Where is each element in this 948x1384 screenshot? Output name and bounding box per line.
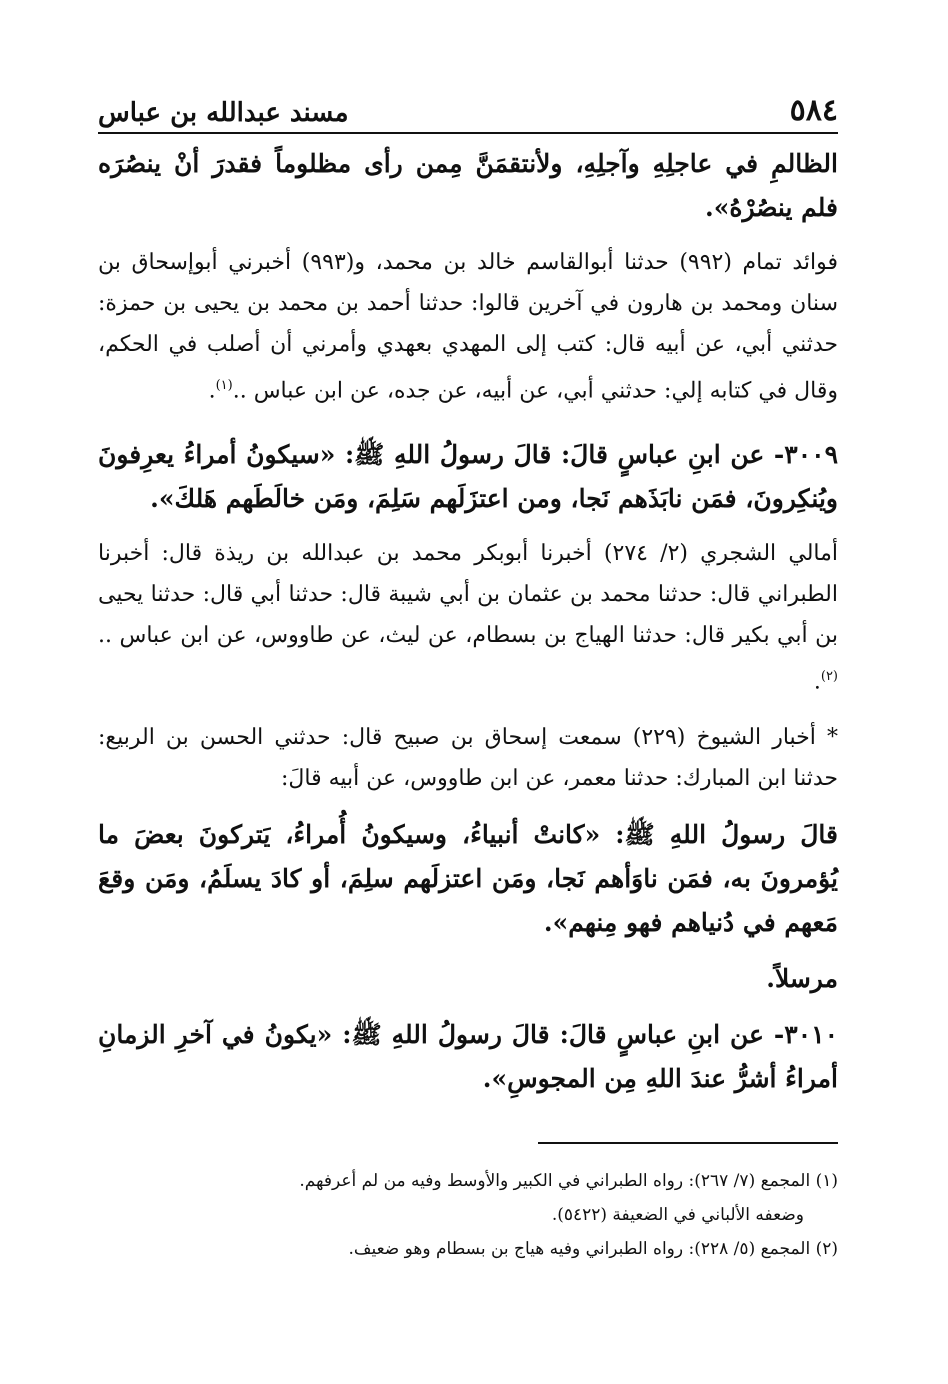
mursal-note: مرسلاً. (766, 963, 838, 993)
footnote-1-continued: وضعفه الألباني في الضعيفة (٥٤٢٢). (551, 1205, 804, 1225)
source-text: فوائد تمام (٩٩٢) حدثنا أبوالقاسم خالد بن محمد، و(٩٩٣) أخبرني أبوإسحاق بن سنان ومحمد بن هارون في آخرين قالوا: حدثنا أحمد بن محمد بن يحيى بن حمزة: حدثني أبي، عن أبيه قال: كتب إلى المهدي بعهدي وأمرني أن أصلب في الحكم، وقال في كتابه إلي: حدثني أبي، عن أبيه، عن جده، عن ابن عباس .. (98, 250, 838, 404)
source-citation-1: فوائد تمام (٩٩٢) حدثنا أبوالقاسم خالد بن محمد، و(٩٩٣) أخبرني أبوإسحاق بن سنان ومحمد بن هارون في آخرين قالوا: حدثنا أحمد بن محمد بن يحيى بن حمزة: حدثني أبي، عن أبيه قال: كتب إلى المهدي بعهدي وأمرني أن أصلب في الحكم، وقال في كتابه إلي: حدثني أبي، عن أبيه، عن جده، عن ابن عباس ..$^{(١)}$. (98, 250, 838, 404)
page-number: ٥٨٤ (789, 93, 838, 128)
hadith-text-continued: الظالمِ في عاجلِهِ وآجلِهِ، ولأنتقمَنَّ مِمن رأى مظلوماً فقدرَ أنْ ينصُرَه فلم ينصُرْهُ». (98, 149, 838, 222)
page-header (98, 86, 838, 134)
hadith-mursal: قالَ رسولُ اللهِ ﷺ: «كانتْ أنبياءُ، وسيكونُ أُمراءُ، يَتركونَ بعضَ ما يُؤمرونَ به، فمَن ناوَأهم نَجا، ومَن اعتزلَهم سلِمَ، أو كادَ يسلَمُ، ومَن وقعَ مَعهم في دُنياهم فهو مِنهم». (98, 819, 838, 937)
footnote-ref-2: (٢) (820, 669, 838, 685)
footnote-1: (١) المجمع (٧/ ٢٦٧): رواه الطبراني في الكبير والأوسط وفيه من لم أعرفهم. (299, 1171, 838, 1191)
footnote-divider (538, 1142, 838, 1144)
running-title: مسند عبدالله بن عباس (98, 98, 349, 128)
page-body (98, 142, 838, 1113)
source-citation-3: * أخبار الشيوخ (٢٢٩) سمعت إسحاق بن صبيح قال: حدثني الحسن بن الربيع: حدثنا ابن المبارك: حدثنا معمر، عن ابن طاووس، عن أبيه قالَ: (98, 724, 838, 791)
hadith-3009: ٣٠٠٩- عن ابنِ عباسٍ قالَ: قالَ رسولُ اللهِ ﷺ: «سيكونُ أمراءُ يعرِفونَ ويُنكِرونَ، فمَن نابَذَهم نَجا، ومن اعتزَلَهم سَلِمَ، ومَن خالَطَهم هَلكَ». (98, 440, 838, 514)
source-citation-2: أمالي الشجري (٢/ ٢٧٤) أخبرنا أبوبكر محمد بن عبدالله بن ريذة قال: أخبرنا الطبراني قال: حدثنا محمد بن عثمان بن أبي شيبة قال: حدثنا أبي قال: حدثنا يحيى بن أبي بكير قال: حدثنا الهياج بن بسطام، عن ليث، عن طاووس، عن ابن عباس ..$^{(٢)}$. (98, 541, 838, 695)
footnotes (98, 1164, 838, 1266)
footnote-2: (٢) المجمع (٥/ ٢٢٨): رواه الطبراني وفيه هياج بن بسطام وهو ضعيف. (348, 1239, 838, 1259)
source-text: أمالي الشجري (٢/ ٢٧٤) أخبرنا أبوبكر محمد بن عبدالله بن ريذة قال: أخبرنا الطبراني قال: حدثنا محمد بن عثمان بن أبي شيبة قال: حدثنا أبي قال: حدثنا يحيى بن أبي بكير قال: حدثنا الهياج بن بسطام، عن ليث، عن طاووس، عن ابن عباس .. (98, 541, 838, 649)
hadith-3010: ٣٠١٠- عن ابنِ عباسٍ قالَ: قالَ رسولُ اللهِ ﷺ: «يكونُ في آخرِ الزمانِ أمراءُ أشرُّ عندَ اللهِ مِن المجوسِ». (98, 1019, 838, 1093)
footnote-ref-1: (١) (215, 378, 233, 393)
